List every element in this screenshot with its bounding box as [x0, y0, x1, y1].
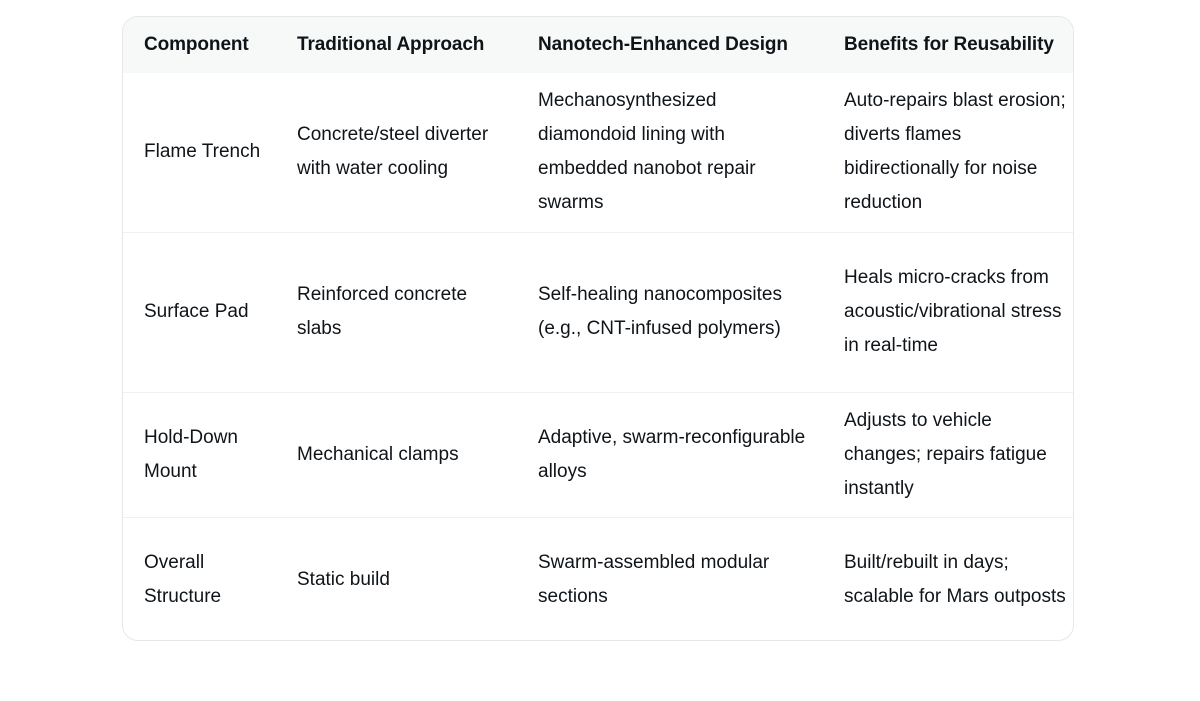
column-header-component: Component: [144, 34, 249, 55]
cell-benefits: Built/rebuilt in days; scalable for Mars outposts: [823, 517, 1074, 641]
cell-benefits: Heals micro-cracks from acoustic/vibrational stress in real-time: [823, 232, 1074, 392]
cell-traditional: Reinforced concrete slabs: [276, 232, 517, 392]
cell-benefits: Auto-repairs blast erosion; diverts flames bidirectionally for noise reduction: [844, 90, 1066, 214]
table-row: [123, 73, 1074, 232]
comparison-table-card: [122, 16, 1074, 641]
cell-benefits: Adjusts to vehicle changes; repairs fatigue instantly: [823, 392, 1074, 517]
cell-component: Flame Trench: [144, 141, 261, 163]
comparison-table: [123, 17, 1074, 641]
table-row: [123, 232, 1074, 392]
cell-nanotech: Mechanosynthesized diamondoid lining with embedded nanobot repair swarms: [538, 90, 756, 214]
cell-traditional: Static build: [276, 517, 517, 641]
column-header-nanotech-design: Nanotech-Enhanced Design: [538, 34, 788, 55]
cell-component: Overall Structure: [123, 517, 276, 641]
table-header-row: [123, 17, 1074, 73]
cell-component: Surface Pad: [123, 232, 276, 392]
cell-traditional: Concrete/steel diverter with water cooling: [297, 124, 489, 180]
table-row: [123, 517, 1074, 641]
cell-traditional: Mechanical clamps: [276, 392, 517, 517]
column-header-benefits: Benefits for Reusability: [844, 34, 1054, 55]
cell-nanotech: Self-healing nanocomposites (e.g., CNT-infused polymers): [517, 232, 823, 392]
cell-nanotech: Adaptive, swarm-reconfigurable alloys: [517, 392, 823, 517]
column-header-traditional-approach: Traditional Approach: [297, 34, 485, 55]
cell-component: Hold-Down Mount: [123, 392, 276, 517]
table-row: [123, 392, 1074, 517]
cell-nanotech: Swarm-assembled modular sections: [517, 517, 823, 641]
